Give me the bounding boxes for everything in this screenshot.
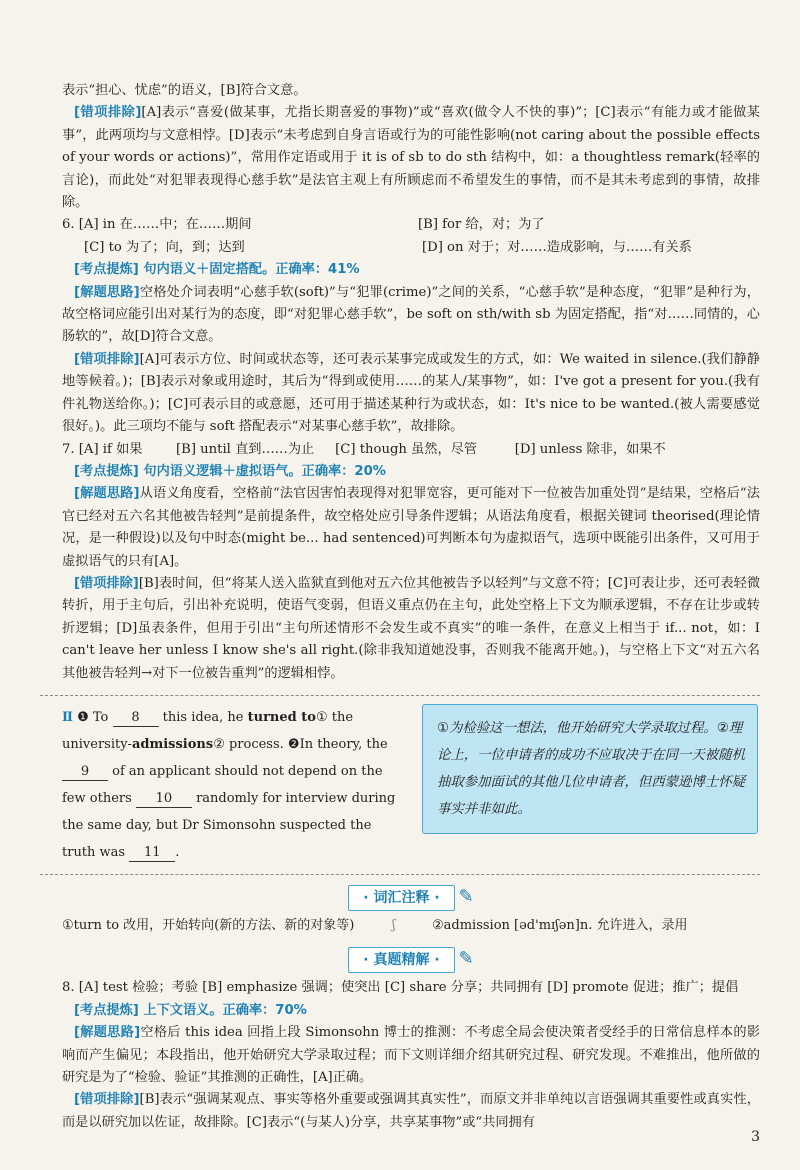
q6-options-row1 bbox=[62, 214, 760, 236]
vocab-separator: ʃ bbox=[392, 917, 396, 933]
pen-icon-2: ✎ bbox=[458, 948, 474, 970]
page-number: 3 bbox=[751, 1129, 760, 1145]
q8-kaodian: [考点提炼] 上下文语义。正确率：70% bbox=[74, 1002, 307, 1018]
para-1: [错项排除][A]表示“喜爱(做某事，尤指长期喜爱的事物)”或“喜欢(做令人不快的事)”；[C]表示“有能力或才能做某事”，此两项均与文意相悖。[D]表示“未考虑到自身言语或行为的可能性影响(not caring about the possible effects of your words or actions)”，常用作定语或用于 it is of sb to do sth 结构中，如：a thoughtless remark(轻率的言论)，而此处“对犯罪表现得心慈手软”是法官主观上有所顾虑而不希望发生的事情，而不是其未考虑到的事情，故排除。 bbox=[62, 105, 760, 211]
q6-options-row2 bbox=[62, 237, 760, 259]
roman-numeral: Ⅱ bbox=[62, 709, 73, 725]
q6-option-c: [C] to 为了；向，到；达到 bbox=[84, 239, 245, 255]
passage-block bbox=[62, 704, 760, 866]
dashed-divider-top bbox=[40, 695, 760, 696]
q6-option-b: [B] for 给，对；为了 bbox=[418, 217, 545, 233]
q7-kaodian: [考点提炼] 句内语义逻辑＋虚拟语气。正确率：20% bbox=[74, 463, 386, 479]
q6-option-a: 6. [A] in 在……中；在……期间 bbox=[62, 217, 252, 233]
blank-10: 10 bbox=[136, 791, 192, 808]
blank-8: 8 bbox=[113, 710, 159, 727]
q6-kaodian: [考点提炼] 句内语义＋固定搭配。正确率：41% bbox=[74, 262, 360, 278]
vocab-item-2: ②admission [əd'mɪʃən]n. 允许进入，录用 bbox=[432, 917, 688, 933]
q6-option-d: [D] on 对于；对……造成影响，与……有关系 bbox=[422, 239, 692, 255]
pen-icon: ✎ bbox=[458, 885, 474, 907]
q8-options: 8. [A] test 检验；考验 [B] emphasize 强调；使突出 [C] share 分享；共同拥有 [D] promote 促进；推广；提倡 bbox=[62, 980, 739, 996]
q7-cuoxiang: [错项排除][B]表时间，但“将某人送入监狱直到他对五六位其他被告予以轻判”与文意不符；[C]可表让步，还可表轻微转折，用于主句后，引出补充说明，使语气变弱，但语义重点仍在主句，此处空格上下文为顺承逻辑，不存在让步或转折逻辑；[D]虽表条件，但用于引出“主句所述情形不会发生或不真实”的唯一条件，在意义上相当于 if... not，如：I can't leave her unless I know she's all right.(除非我知道她没事，否则我不能离开她。)，与空格上下文“对五六名其他被告轻判→对下一位被告重判”的逻辑相悖。 bbox=[62, 575, 761, 681]
q8-jieti: [解题思路]空格后 this idea 回指上段 Simonsohn 博士的推测：不考虑全局会使决策者受经手的日常信息样本的影响而产生偏见；本段指出，他开始研究大学录取过程；而下文则详细介绍其研究过程、研究发现。不难推出，他所做的研究是为了“检验、验证”其推测的正确性，[A]正确。 bbox=[62, 1025, 760, 1085]
q7-options: 7. [A] if 如果 [B] until 直到……为止 [C] though 虽然，尽管 [D] unless 除非，如果不 bbox=[62, 441, 666, 457]
dashed-divider-bottom bbox=[40, 874, 760, 875]
blank-9: 9 bbox=[62, 764, 108, 781]
passage-english: Ⅱ ❶ To 8 this idea, he turned to① the university-admissions② process. ❷In theory, the 9 of an applicant should not depend on the few others 10 randomly for interview during the same day, but Dr Simonsohn suspected the truth was 11 . bbox=[62, 709, 396, 860]
q6-jieti: [解题思路]空格处介词表明“心慈手软(soft)”与“犯罪(crime)”之间的关系，“心慈手软”是种态度，“犯罪”是种行为，故空格词应能引出对某行为的态度，即“对犯罪心慈手软”，be soft on sth/with sb 为固定搭配，指“对……同情的，心肠软的”，故[D]符合文意。 bbox=[62, 284, 760, 345]
zhenti-section-title: · 真题精解 · ✎ bbox=[62, 947, 760, 973]
blank-11: 11 bbox=[129, 845, 175, 862]
vocab-notes bbox=[62, 915, 760, 937]
q7-jieti: [解题思路]从语义角度看，空格前“法官因害怕表现得对犯罪宽容，更可能对下一位被告加重处罚”是结果，空格后“法官已经对五六名其他被告轻判”是前提条件，故空格处应引导条件逻辑；从语法角度看，根据关键词 theorised(理论情况，是一种假设)以及句中时态(might be... had sentenced)可判断本句为虚拟语气，选项中既能引出条件，又可用于虚拟语气的只有[A]。 bbox=[62, 486, 760, 569]
vocab-item-1: ①turn to 改用，开始转向(新的方法、新的对象等) bbox=[62, 917, 355, 933]
q8-cuoxiang: [错项排除][B]表示“强调某观点、事实等格外重要或强调其真实性”，而原文并非单纯以言语强调其重要性或真实性，而是以研究加以佐证，故排除。[C]表示“(与某人)分享，共享某事物”或“共同拥有 bbox=[62, 1092, 760, 1130]
translation-box: ①为检验这一想法，他开始研究大学录取过程。②理论上，一位申请者的成功不应取决于在同一天被随机抽取参加面试的其他几位申请者，但西蒙逊博士怀疑事实并非如此。 bbox=[422, 704, 758, 834]
q6-cuoxiang: [错项排除][A]可表示方位、时间或状态等，还可表示某事完成或发生的方式，如：We waited in silence.(我们静静地等候着。)；[B]表示对象或用途时，其后为“得到或使用……的某人/某事物”，如：I've got a present for you.(我有件礼物送给你。)；[C]可表示目的或意愿，还可用于描述某种行为或状态，如：It's nice to be wanted.(被人需要感觉很好。)。此三项均不能与 soft 搭配表示“对某事心慈手软”，故排除。 bbox=[62, 351, 760, 435]
para-0: 表示“担心、忧虑”的语义，[B]符合文意。 bbox=[62, 83, 307, 98]
vocab-section-title: · 词汇注释 · ✎ bbox=[62, 885, 760, 911]
tag-cuoxiang: [错项排除] bbox=[74, 105, 142, 121]
